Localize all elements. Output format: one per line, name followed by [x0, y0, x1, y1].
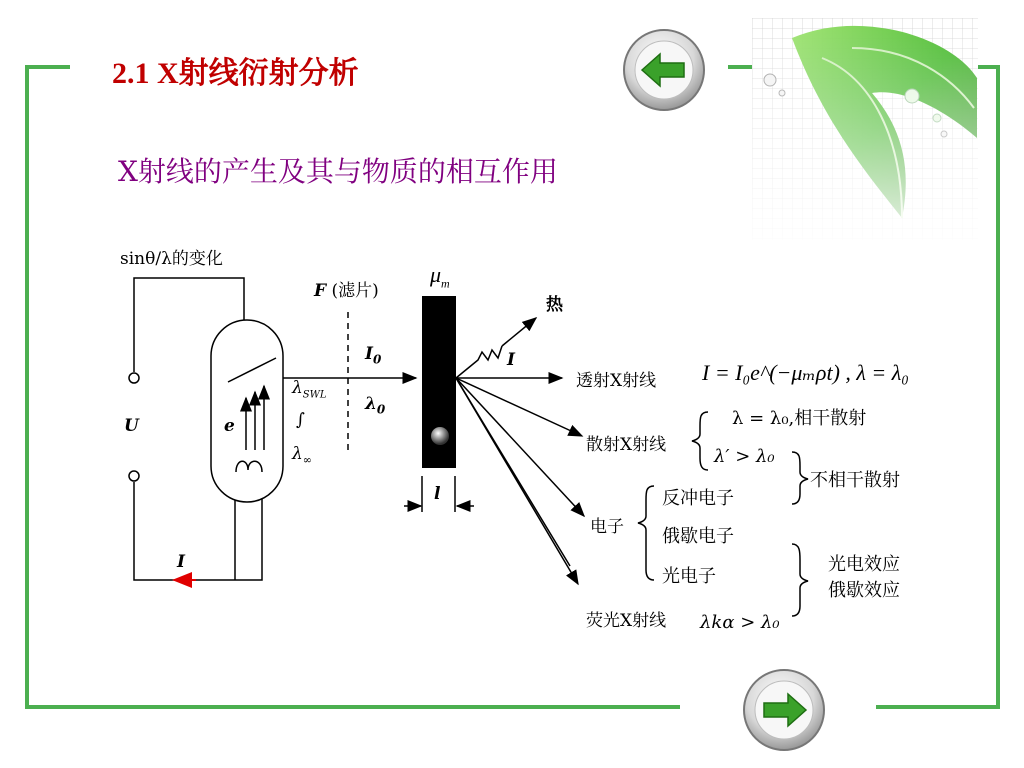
mu-label: $\mu_m$ [430, 262, 450, 291]
transmitted-label: 透射X射线 [576, 371, 657, 391]
i0-label: $I_0$ [365, 344, 382, 367]
auger-electron-label: 俄歇电子 [662, 526, 734, 547]
voltage-label: U [124, 416, 139, 436]
thickness-label: l [434, 484, 441, 504]
page-subtitle: X射线的产生及其与物质的相互作用 [118, 155, 558, 188]
electrons-label: 电子 [590, 517, 624, 537]
incoherent-formula: λ′ > λ₀ [714, 446, 775, 467]
recoil-label: 反冲电子 [662, 488, 734, 509]
scattered-label: 散射X射线 [586, 435, 667, 455]
tube-label: sinθ/λ的变化 [120, 249, 223, 269]
lambda0-label: $\lambda_0$ [365, 394, 386, 417]
photo-effect-label: 光电效应 [828, 554, 900, 575]
page-title: 2.1 X射线衍射分析 [112, 57, 359, 90]
auger-effect-label: 俄歇效应 [828, 580, 900, 601]
transmitted-formula: I = I₀e^(−μₘρt) , λ = λ₀ [702, 360, 909, 385]
i-label: I [507, 350, 515, 370]
lambda-inf-label: $\lambda_\infty$ [292, 444, 312, 467]
tube-current-label: I [177, 552, 185, 572]
electron-label: e [224, 416, 235, 436]
heat-label: 热 [546, 295, 563, 315]
fluorescent-formula: λkα > λ₀ [700, 612, 780, 633]
lambda-swl-label: $\lambda_{SWL}$ [292, 378, 327, 401]
filter-label: F (滤片) [314, 281, 379, 301]
coherent-label: λ = λ₀,相干散射 [732, 408, 867, 429]
photoelectron-label: 光电子 [662, 566, 716, 587]
integral-sign: ∫ [296, 410, 305, 430]
incoherent-label: 不相干散射 [810, 470, 900, 491]
fluorescent-label: 荧光X射线 [586, 611, 667, 631]
